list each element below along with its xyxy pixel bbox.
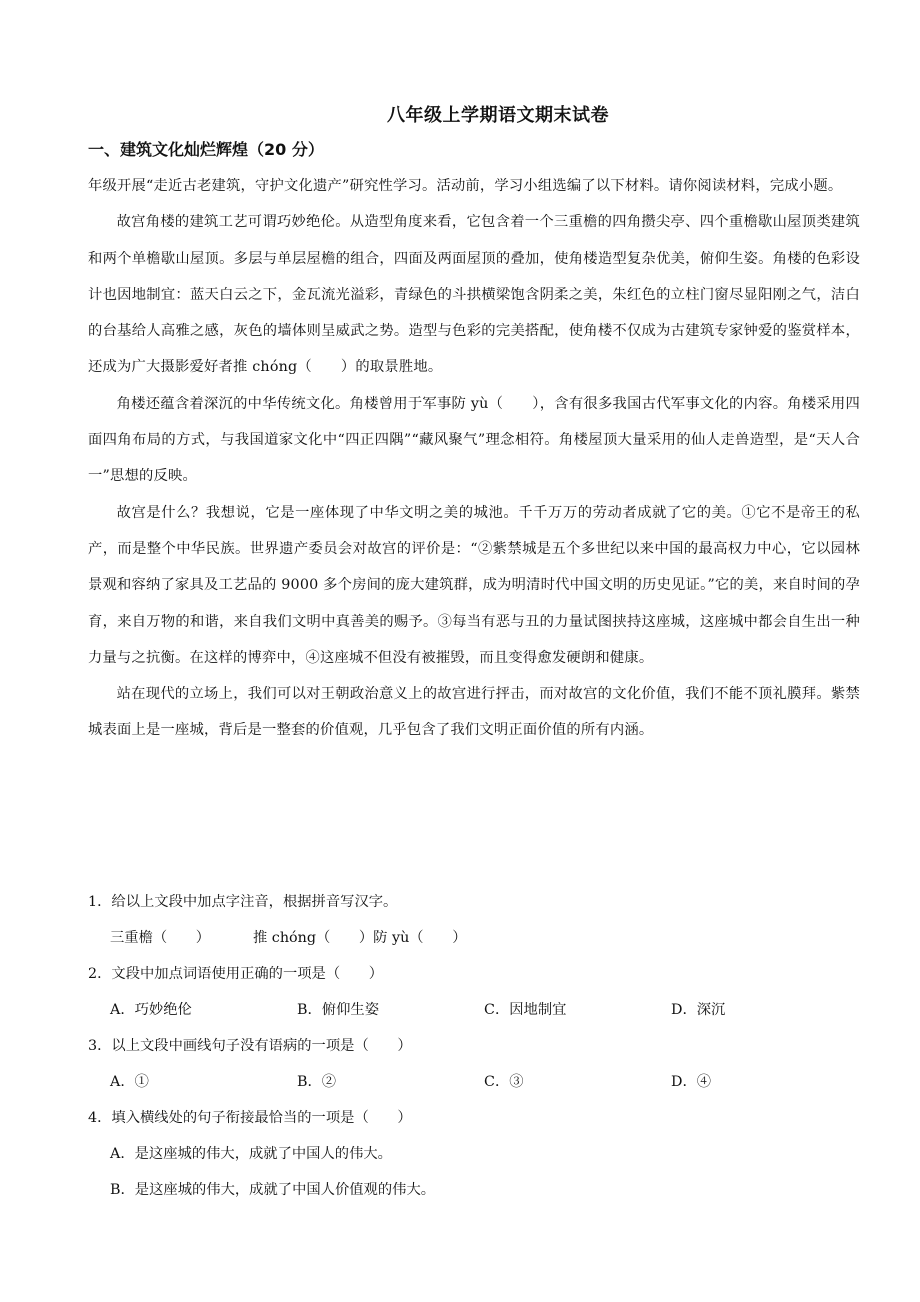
- option-a[interactable]: A．①: [110, 1074, 149, 1090]
- question-4-stem: 4．填入横线处的句子衔接最恰当的一项是（ ）: [88, 1110, 412, 1126]
- question-3-stem: 3．以上文段中画线句子没有语病的一项是（ ）: [88, 1038, 412, 1054]
- option-d[interactable]: D．深沉: [671, 1002, 726, 1018]
- fill-item-shanzhongyan[interactable]: 三重檐（ ）: [110, 930, 211, 946]
- question-1-fill-row: [88, 920, 860, 956]
- exam-title: 八年级上学期语文期末试卷: [387, 105, 609, 126]
- option-c[interactable]: C．③: [484, 1074, 524, 1090]
- question-list: [88, 884, 860, 1208]
- paragraph-corner-tower-craft: 故宫角楼的建筑工艺可谓巧妙绝伦。从造型角度来看，它包含着一个三重檐的四角攒尖亭、四个重檐歇山屋顶类建筑和两个单檐歇山屋顶。多层与单层屋檐的组合，四面及两面屋顶的叠加，使角楼造型复杂优美，俯仰生姿。角楼的色彩设计也因地制宜：蓝天白云之下，金瓦流光溢彩，青绿色的斗拱横梁饱含阴柔之美，朱红色的立柱门窗尽显阳刚之气，洁白的台基给人高雅之感，灰色的墙体则呈威武之势。造型与色彩的完美搭配，使角楼不仅成为古建筑专家钟爱的鉴赏样本，还成为广大摄影爱好者推 chóng（ ）的取景胜地。: [88, 214, 860, 376]
- question-1-stem: 1．给以上文段中加点字注音，根据拼音写汉字。: [88, 894, 398, 910]
- reading-material: [88, 168, 860, 749]
- option-b[interactable]: B．是这座城的伟大，成就了中国人价值观的伟大。: [110, 1182, 436, 1198]
- option-a[interactable]: A．巧妙绝伦: [110, 1002, 192, 1018]
- paragraph-what-is-palace: 故宫是什么？我想说，它是一座体现了中华文明之美的城池。千千万万的劳动者成就了它的美。①它不是帝王的私产，而是整个中华民族。世界遗产委员会对故宫的评价是：“②紫禁城是五个多世纪以来中国的最高权力中心，它以园林景观和容纳了家具及工艺品的 9000 多个房间的庞大建筑群，成为明清时代中国文明的历史见证。”它的美，来自时间的孕育，来自万物的和谐，来自我们文明中真善美的赐予。③每当有恶与丑的力量试图挟持这座城，这座城中都会自生出一种力量与之抗衡。在这样的博弈中，④这座城不但没有被摧毁，而且变得愈发硬朗和健康。: [88, 504, 860, 666]
- option-a[interactable]: A．是这座城的伟大，成就了中国人的伟大。: [110, 1146, 392, 1162]
- fill-item-chong-yu[interactable]: 推 chóng（ ）防 yù（ ）: [252, 930, 467, 946]
- paragraph-corner-tower-culture: 角楼还蕴含着深沉的中华传统文化。角楼曾用于军事防 yù（ ），含有很多我国古代军事文化的内容。角楼采用四面四角布局的方式，与我国道家文化中“四正四隅”“藏风聚气”理念相符。角楼屋顶大量采用的仙人走兽造型，是“天人合一”思想的反映。: [88, 395, 860, 485]
- paragraph-modern-view: 站在现代的立场上，我们可以对王朝政治意义上的故宫进行抨击，而对故宫的文化价值，我们不能不顶礼膜拜。紫禁城表面上是一座城，背后是一整套的价值观，几乎包含了我们文明正面价值的所有内涵。: [88, 686, 860, 739]
- intro-paragraph: 年级开展“走近古老建筑，守护文化遗产”研究性学习。活动前，学习小组选编了以下材料。请你阅读材料，完成小题。: [88, 178, 843, 194]
- question-3-options: [88, 1064, 860, 1100]
- option-d[interactable]: D．④: [671, 1074, 712, 1090]
- option-c[interactable]: C．因地制宜: [484, 1002, 567, 1018]
- option-b[interactable]: B．俯仰生姿: [297, 1002, 379, 1018]
- question-2-stem: 2．文段中加点词语使用正确的一项是（ ）: [88, 966, 384, 982]
- question-2-options: [88, 992, 860, 1028]
- section-heading: 一、建筑文化灿烂辉煌（20 分）: [88, 140, 324, 159]
- option-b[interactable]: B．②: [297, 1074, 337, 1090]
